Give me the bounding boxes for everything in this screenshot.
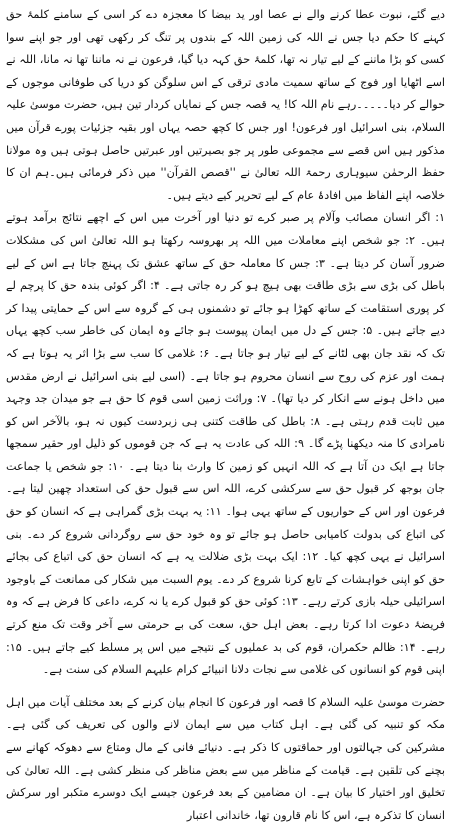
closing-paragraph: حضرت موسیٰ علیہ السلام کا قصہ اور فرعون کا انجام بیان کرنے کے بعد مختلف آیات میں اہل مکہ کو تنبیہ کی گئی ہے۔ اہل کتاب میں سے ایمان لانے والوں کی تعریف کی گئی ہے۔ مشرکین کی جہالتوں اور حماقتوں کا ذکر ہے۔ دنیائے فانی کے مال ومتاع سے دھوکہ کھانے سے بچنے کی تلقین ہے۔ قیامت کے مناظر میں سے بعض مناظر کی منظر کشی ہے۔ اللہ تعالیٰ کی تخلیق اور اختیار کا بیان ہے۔ ان مضامین کے بعد فرعون جیسے ایک دوسرے متکبر اور سرکش انسان کا تذکرہ ہے، اس کا نام قارون تھا، خاندانی اعتبار — [6, 695, 445, 822]
intro-paragraph: دیے گئے، نبوت عطا کرنے والے نے عصا اور ید بیضا کا معجزہ دے کر اسی کے سامنے کلمۂ حق کہنے کا حکم دیا جس نے اللہ کی زمین اللہ کے بندوں پر تنگ کر رکھی تھی اور جو اپنے سوا کسی کو بڑا ماننے کے لیے تیار نہ تھا، کلمۂ حق کہہ دیا گیا، فرعون نے نہ ماننا تھا نہ مانا، اللہ نے اسے اٹھایا اور فوج کے ساتھ سمیت مادی ترقی کے اس سلوگن کو دریا کی طوفانی موجوں کے حوالے کر دیا۔۔۔۔۔رہے نام اللہ کا! یہ قصہ جس کے نمایاں کردار تین ہیں، حضرت موسیٰ علیہ السلام، بنی اسرائیل اور فرعون! اور جس کا کچھ حصہ یہاں اور بقیہ جزئیات پورے قرآن میں مذکور ہیں اس قصے سے مجموعی طور پر جو بصیرتیں اور عبرتیں حاصل ہوتی ہیں وہ مولانا حفظ الرحمٰن سیوہاری رحمۃ اللہ تعالیٰ نے ''قصص القرآن'' میں ذکر فرمائی ہیں۔ہم ان کا خلاصہ اپنے الفاظ میں افادۂ عام کے لیے تحریر کیے دیتے ہیں۔ — [6, 8, 445, 202]
lessons-paragraph: ۱: اگر انسان مصائب وآلام پر صبر کرے تو دنیا اور آخرت میں اس کے اچھے نتائج برآمد ہوتے ہیں۔ ۲: جو شخص اپنے معاملات میں اللہ پر بھروسہ رکھتا ہو اللہ تعالیٰ اس کی مشکلات ضرور آسان کر دیتا ہے۔ ۳: جس کا معاملہ حق کے ساتھ عشق تک پہنچ جاتا ہے اس کے لیے باطل کی بڑی سے بڑی طاقت بھی ہیچ ہو کر رہ جاتی ہے۔ ۴: اگر کوئی بندہ حق کا پرچم لے کر پوری استقامت کے ساتھ کھڑا ہو جائے تو دشمنوں ہی کے گروہ سے اس کے حمایتی پیدا کر دیے جاتے ہیں۔ ۵: جس کے دل میں ایمان پیوست ہو جائے وہ ایمان کی خاطر سب کچھ یہاں تک کہ نقد جان بھی لٹانے کے لیے تیار ہو جاتا ہے۔ ۶: غلامی کا سب سے بڑا اثر یہ ہوتا ہے کہ ہمت اور عزم کی روح سے انسان محروم ہو جاتا ہے۔ (اسی لیے بنی اسرائیل نے ارض مقدس میں داخل ہونے سے انکار کر دیا تھا)۔ ۷: وراثت زمین اسی قوم کا حق ہے جو میدان جد وجہد میں ثابت قدم رہتی ہے۔ ۸: باطل کی طاقت کتنی ہی زبردست کیوں نہ ہو، بالآخر اس کو نامرادی کا منہ دیکھنا پڑے گا۔ ۹: اللہ کی عادت یہ ہے کہ جن قوموں کو ذلیل اور حقیر سمجھا جاتا ہے ایک دن آتا ہے کہ اللہ انہیں کو زمین کا وارث بنا دیتا ہے۔ ۱۰: جو شخص یا جماعت جان بوجھ کر قبول حق سے سرکشی کرے، اللہ اس سے قبول حق کی استعداد چھین لیتا ہے۔ فرعون اور اس کے حواریوں کے ساتھ یہی ہوا۔ ۱۱: یہ بہت بڑی گمراہی ہے کہ انسان کو حق کی اتباع کی بدولت کامیابی حاصل ہو جائے تو وہ خود حق سے روگردانی شروع کر دے۔ بنی اسرائیل نے یہی کچھ کیا۔ ۱۲: ایک بہت بڑی ضلالت یہ ہے کہ انسان حق کی اتباع کی بجائے حق کو اپنی خواہشات کے تابع کرنا شروع کر دے۔ یوم السبت میں شکار کی ممانعت کے باوجود اسرائیلی حیلہ بازی کرتے رہے۔ ۱۳: کوئی حق کو قبول کرے یا نہ کرے، داعی کا فرض ہے کہ وہ فریضۂ دعوت ادا کرتا رہے۔ بعض اہل حق، سعت کی بے حرمتی سے آخر وقت تک منع کرتے رہے۔ ۱۴: ظالم حکمران، قوم کی بد عملیوں کے نتیجے میں اس پر مسلط کیے جاتے ہیں۔ ۱۵: اپنی قوم کو انسانوں کی غلامی سے نجات دلانا انبیائے کرام علیہم السلام کی سنت ہے۔ — [6, 211, 446, 677]
paragraph-gap — [6, 682, 445, 692]
